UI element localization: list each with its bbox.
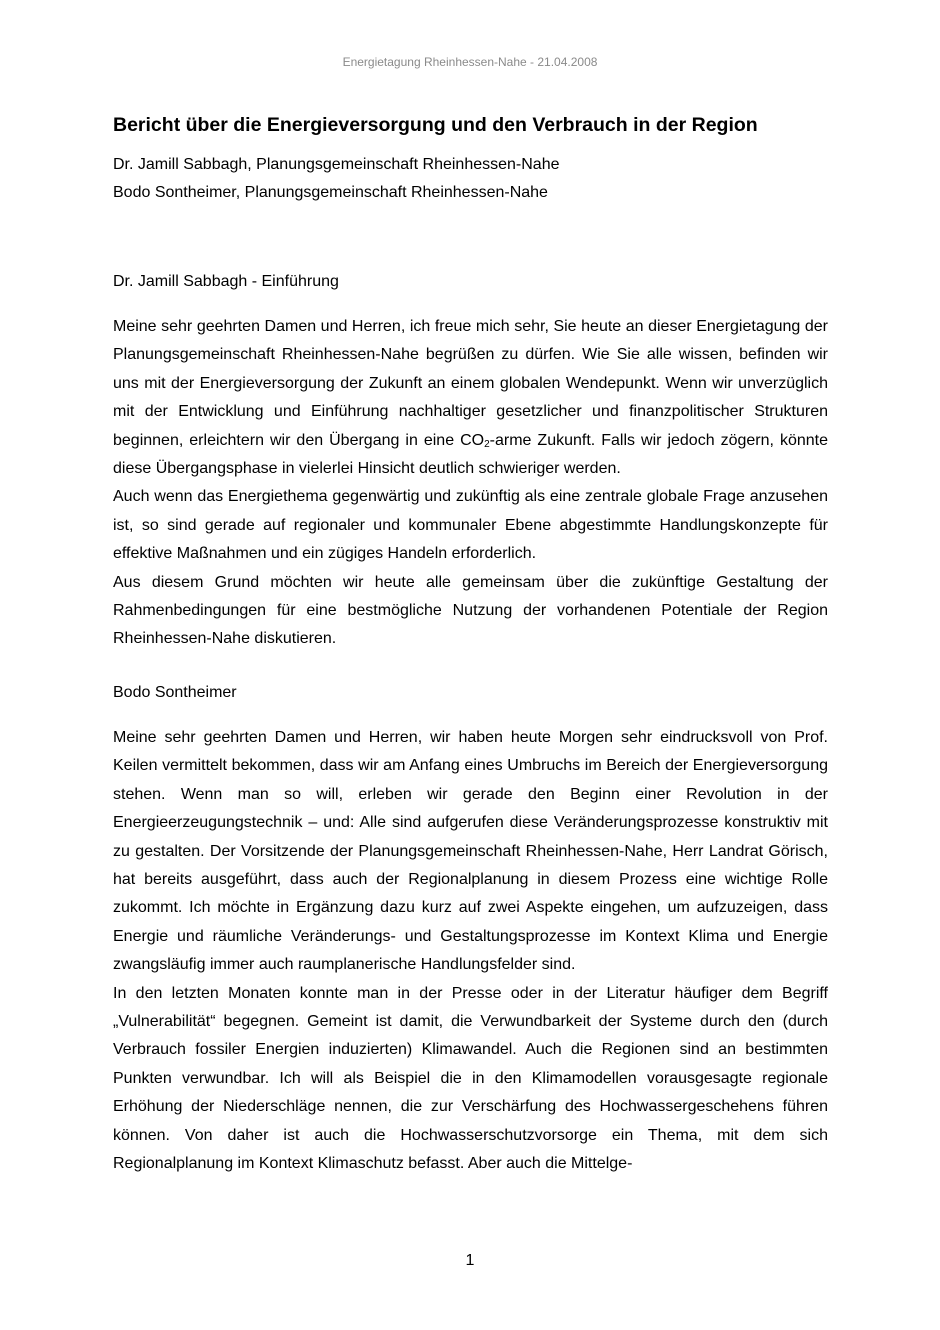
paragraph: In den letzten Monaten konnte man in der Presse oder in der Literatur häufiger dem Begriff „Vulnerabilität“ begegnen. Gemeint ist damit, die Verwundbarkeit der Systeme durch den (durch Verbrauch fossiler Energien induzierten) Klimawandel. Auch die Regionen sind an bestimmten Punkten verwundbar. Ich will als Beispiel die in den Klimamodellen vorausgesagte regionale Erhöhung der Niederschläge nennen, die zur Verschärfung des Hochwassergeschehens führen können. Von daher ist auch die Hochwasserschutzvorsorge ein Thema, mit dem sich Regionalplanung im Kontext Klimaschutz befasst. Aber auch die Mittelge-	[113, 984, 828, 1172]
subscript: 2	[484, 438, 490, 450]
author-line: Dr. Jamill Sabbagh, Planungsgemeinschaft Rheinhessen-Nahe	[113, 156, 560, 173]
section-sontheimer-text	[113, 724, 828, 1179]
author-line: Bodo Sontheimer, Planungsgemeinschaft Rheinhessen-Nahe	[113, 184, 548, 201]
author-list	[113, 151, 828, 207]
section-heading-introduction: Dr. Jamill Sabbagh - Einführung	[113, 273, 339, 290]
paragraph	[113, 313, 828, 483]
paragraph: Meine sehr geehrten Damen und Herren, wir haben heute Morgen sehr eindrucksvoll von Prof. Keilen vermittelt bekommen, dass wir am Anfang eines Umbruchs im Bereich der Energieversorgung stehen. Wenn man so will, erleben wir gerade den Beginn einer Revolution in der Energieerzeugungstechnik – und: Alle sind aufgerufen diese Veränderungsprozesse konstruktiv mit zu gestalten. Der Vorsitzende der Planungsgemeinschaft Rheinhessen-Nahe, Herr Landrat Görisch, hat bereits ausgeführt, dass auch der Regionalplanung in diesem Prozess eine wichtige Rolle zukommt. Ich möchte in Ergänzung dazu kurz auf zwei Aspekte eingehen, um aufzuzeigen, dass Energie und räumliche Veränderungs- und Gestaltungsprozesse im Kontext Klima und Energie zwangsläufig immer auch raumplanerische Handlungsfelder sind.	[113, 728, 828, 974]
paragraph: Auch wenn das Energiethema gegenwärtig und zukünftig als eine zentrale globale Frage anzusehen ist, so sind gerade auf regionaler und kommunaler Ebene abgestimmte Handlungskonzepte für effektive Maßnahmen und ein zügiges Handeln erforderlich.	[113, 488, 828, 563]
document-title: Bericht über die Energieversorgung und den Verbrauch in der Region	[113, 114, 758, 136]
section-heading-sontheimer: Bodo Sontheimer	[113, 683, 237, 701]
paragraph-text: -arme Zukunft. Falls wir jedoch zögern, könnte diese Übergangsphase in vielerlei Hinsicht deutlich schwieriger werden.	[113, 431, 829, 478]
page-number: 1	[465, 1252, 475, 1269]
section-introduction-text	[113, 313, 828, 654]
running-header: Energietagung Rheinhessen-Nahe - 21.04.2008	[342, 55, 598, 69]
document-body	[113, 112, 828, 1178]
paragraph-text: Meine sehr geehrten Damen und Herren, ich freue mich sehr, Sie heute an dieser Energietagung der Planungsgemeinschaft Rheinhessen-Nahe begrüßen zu dürfen. Wie Sie alle wissen, befinden wir uns mit der Energieversorgung der Zukunft an einem globalen Wendepunkt. Wenn wir unverzüglich mit der Entwicklung und Einführung nachhaltiger gesetzlicher und finanzpolitischer Strukturen beginnen, erleichtern wir den Übergang in eine CO	[113, 318, 828, 449]
paragraph: Aus diesem Grund möchten wir heute alle gemeinsam über die zukünftige Gestaltung der Rahmenbedingungen für eine bestmögliche Nutzung der vorhandenen Potentiale der Region Rheinhessen-Nahe diskutieren.	[113, 573, 828, 648]
